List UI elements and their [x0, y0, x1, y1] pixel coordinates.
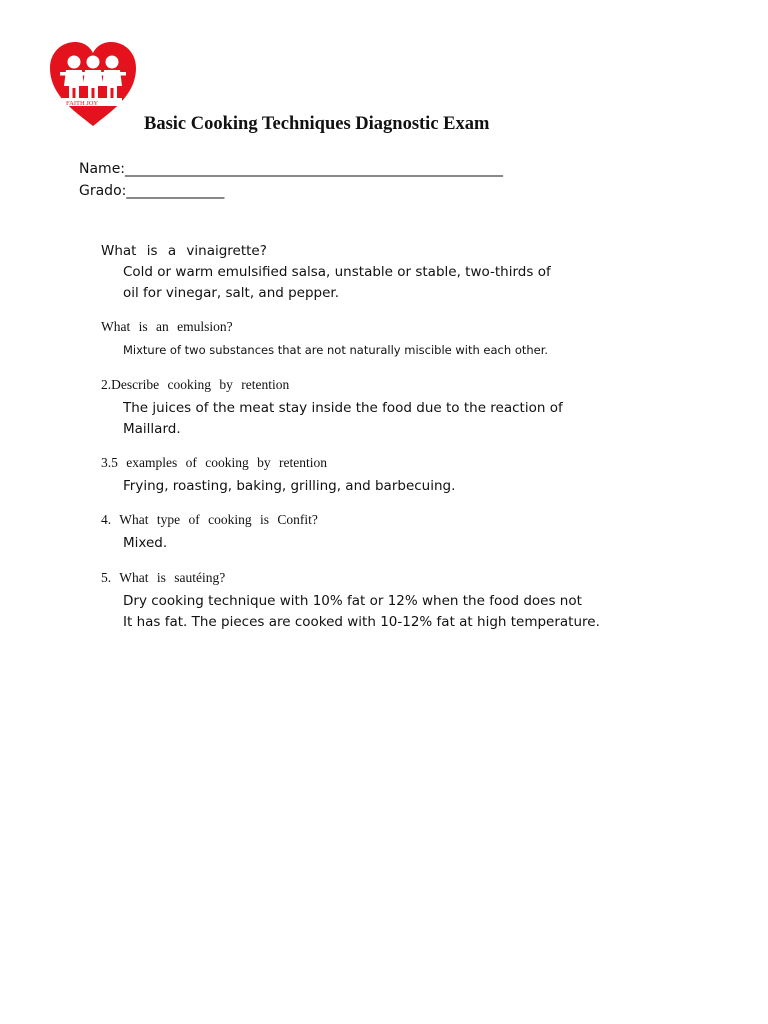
name-line: ______________________________________________________ [125, 161, 504, 177]
page-title: Basic Cooking Techniques Diagnostic Exam [144, 114, 490, 134]
question-5: 4. What type of cooking is Confit? [101, 512, 318, 527]
answer-line: Frying, roasting, baking, grilling, and barbecuing. [123, 478, 456, 494]
answer-line: Mixed. [123, 535, 168, 551]
answer-5 [123, 533, 643, 554]
answer-line: Cold or warm emulsified salsa, unstable or stable, two-thirds of [123, 264, 551, 280]
question-4: 3.5 examples of cooking by retention [101, 455, 327, 470]
answer-3 [123, 398, 643, 439]
question-3: 2.Describe cooking by retention [101, 377, 290, 392]
answer-2 [123, 340, 643, 361]
name-field[interactable] [79, 161, 503, 177]
question-6: 5. What is sautéing? [101, 570, 226, 585]
answer-line: It has fat. The pieces are cooked with 10-12% fat at high temperature. [123, 613, 600, 630]
answer-1 [123, 262, 643, 303]
logo-text: FAITH JOY [66, 99, 99, 107]
school-logo [46, 38, 140, 130]
answer-line: oil for vinegar, salt, and pepper. [123, 284, 340, 301]
answer-4 [123, 476, 643, 497]
answer-line: Maillard. [123, 420, 181, 437]
grado-line: ______________ [126, 183, 225, 199]
answer-6 [123, 591, 643, 632]
answer-line: The juices of the meat stay inside the food due to the reaction of [123, 400, 563, 416]
heart-children-icon [46, 38, 140, 130]
answer-line: Dry cooking technique with 10% fat or 12% when the food does not [123, 593, 582, 609]
answer-line: Mixture of two substances that are not naturally miscible with each other. [123, 343, 549, 357]
name-label: Name: [79, 161, 126, 177]
question-1: What is a vinaigrette? [101, 243, 267, 259]
grado-label: Grado: [79, 183, 127, 199]
question-2: What is an emulsion? [101, 319, 233, 334]
grado-field[interactable] [79, 183, 224, 199]
